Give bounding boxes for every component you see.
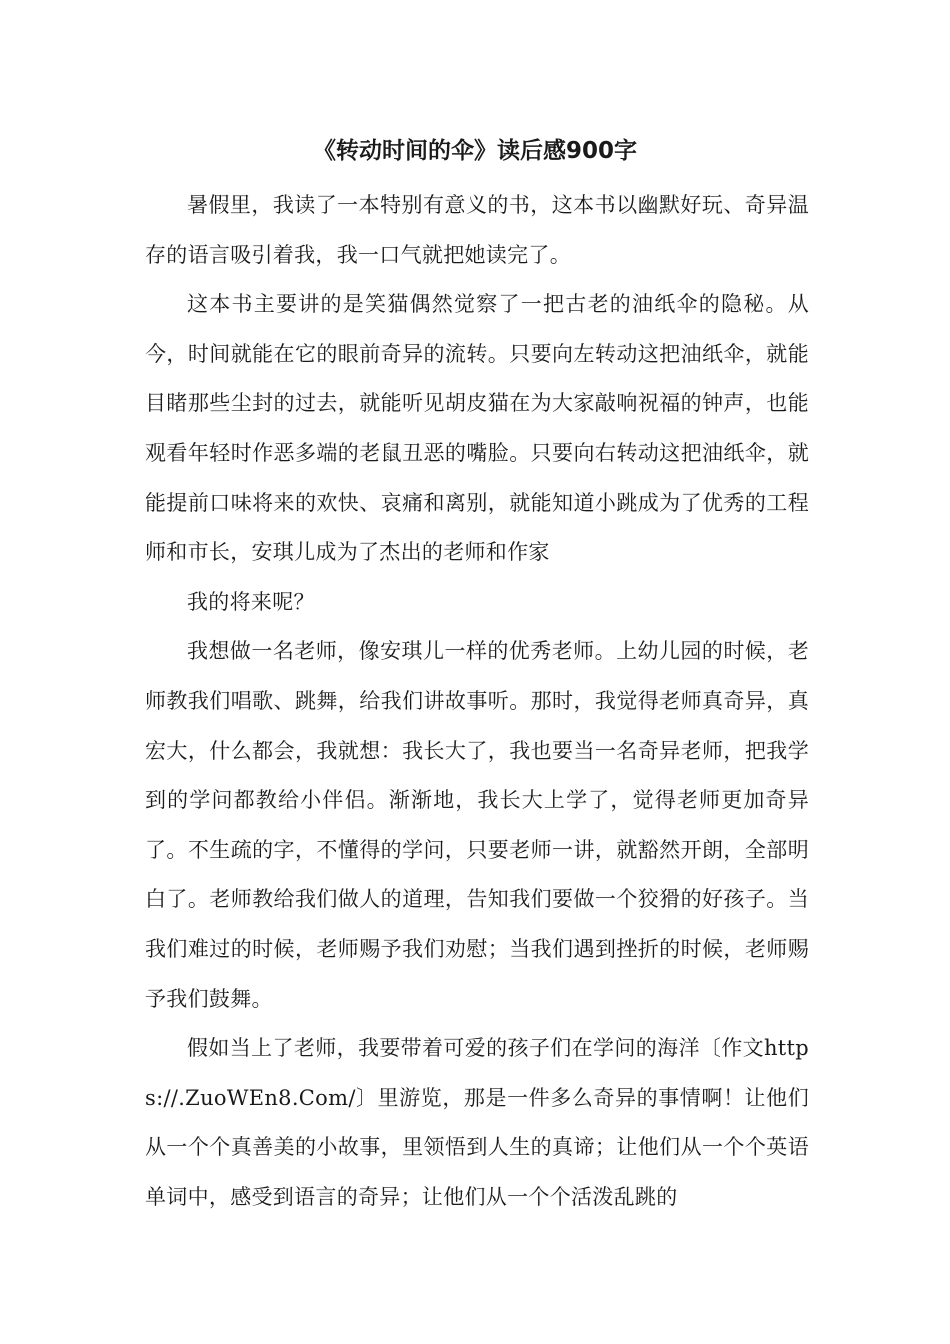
paragraph: 我的将来呢？ [187, 589, 315, 614]
document-title: 《转动时间的伞》读后感900字 [312, 138, 637, 164]
paragraph: 这本书主要讲的是笑猫偶然觉察了一把古老的油纸伞的隐秘。从今，时间就能在它的眼前奇异的流转。只要向左转动这把油纸伞，就能目睹那些尘封的过去，就能听见胡皮猫在为大家敲响祝福的钟声，也能观看年轻时作恶多端的老鼠丑恶的嘴脸。只要向右转动这把油纸伞，就能提前口味将来的欢快、哀痛和离别，就能知道小跳成为了优秀的工程师和市长，安琪儿成为了杰出的老师和作家 [145, 292, 809, 565]
paragraph: 我想做一名老师，像安琪儿一样的优秀老师。上幼儿园的时候，老师教我们唱歌、跳舞，给我们讲故事听。那时，我觉得老师真奇异，真宏大，什么都会，我就想：我长大了，我也要当一名奇异老师，把我学到的学问都教给小伴侣。渐渐地，我长大上学了，觉得老师更加奇异了。不生疏的字，不懂得的学问，只要老师一讲，就豁然开朗，全部明白了。老师教给我们做人的道理，告知我们要做一个狡猾的好孩子。当我们难过的时候，老师赐予我们劝慰；当我们遇到挫折的时候，老师赐予我们鼓舞。 [145, 639, 809, 1011]
paragraph: 假如当上了老师，我要带着可爱的孩子们在学问的海洋〔作文https://.ZuoWEn8.Com/〕里游览，那是一件多么奇异的事情啊！让他们从一个个真善美的小故事，里领悟到人生的真谛；让他们从一个个英语单词中，感受到语言的奇异；让他们从一个个活泼乱跳的 [145, 1036, 809, 1209]
document-body [145, 181, 809, 1222]
paragraph: 暑假里，我读了一本特别有意义的书，这本书以幽默好玩、奇异温存的语言吸引着我，我一口气就把她读完了。 [145, 193, 809, 267]
